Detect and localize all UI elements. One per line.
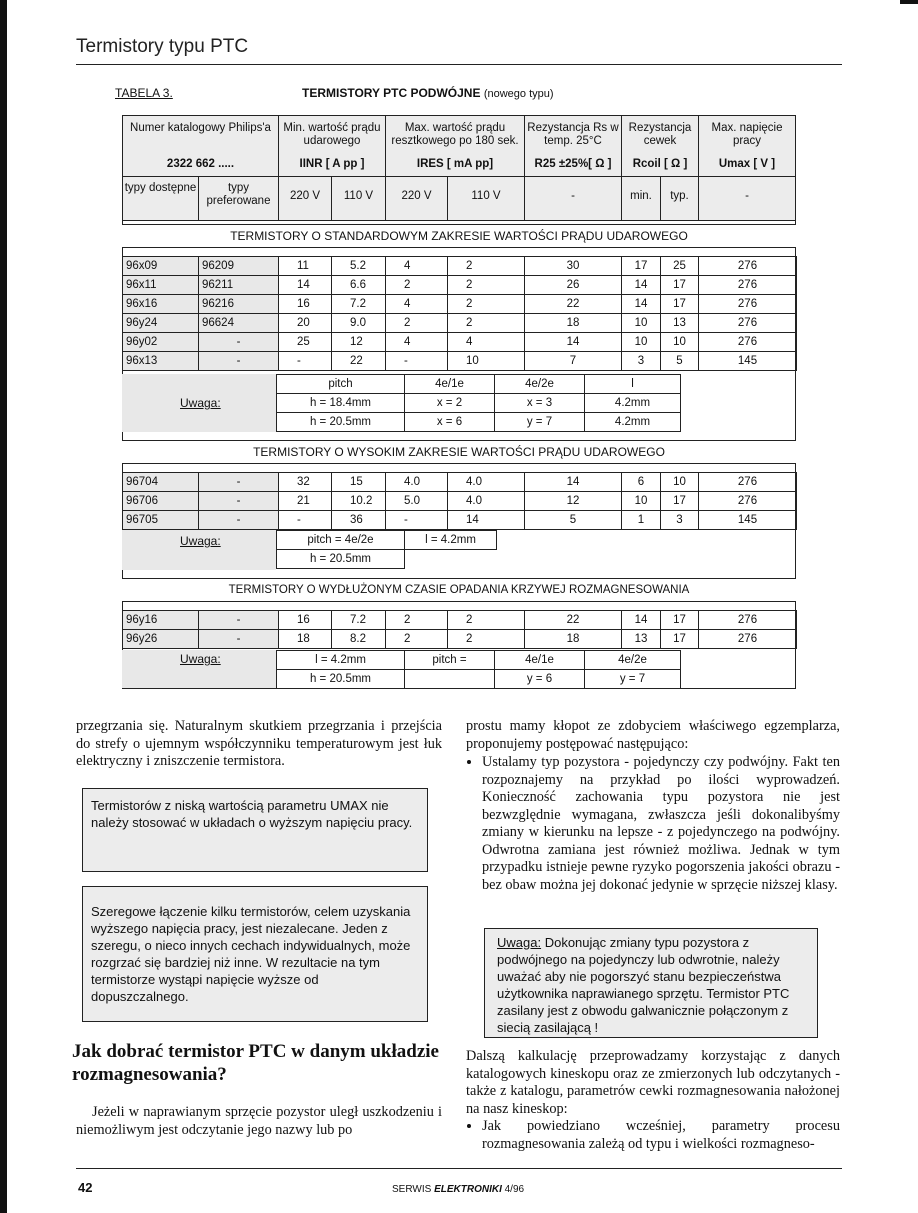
left-paragraph-2: Jeżeli w naprawianym sprzęcie pozystor uległ uszkodzeniu i niemożliwym jest odczytanie jego nazwy lub po xyxy=(76,1104,442,1138)
table-cell: 4.0 xyxy=(448,492,525,511)
note-row xyxy=(277,670,681,689)
hdr-max-current-unit: IRES [ mA pp] xyxy=(416,158,494,170)
note-row xyxy=(277,375,681,394)
section-extended: TERMISTORY O WYDŁUŻONYM CZASIE OPADANIA KRZYWEJ ROZMAGNESOWANIA xyxy=(122,578,796,602)
note-cell: h = 20.5mm xyxy=(277,670,405,689)
right-paragraph-2: Dalszą kalkulację przeprowadzamy korzystając z danych katalogowych kineskopu oraz ze zmierzonych lub odczytanych - także z katalogu, parametrów cewki rozmagnesowania nałożonej na nasz kineskop: xyxy=(466,1048,840,1117)
hdr-220v-b: 220 V xyxy=(401,190,432,202)
table-cell: 18 xyxy=(279,630,332,649)
table-cell: 7 xyxy=(525,352,622,371)
table-cell: 6 xyxy=(622,473,661,492)
table-cell: 96x13 xyxy=(123,352,199,371)
note3-table xyxy=(276,650,681,689)
table-cell: 145 xyxy=(699,511,797,530)
table-cell: 96x11 xyxy=(123,276,199,295)
table-cell: 96624 xyxy=(199,314,279,333)
table-cell: - xyxy=(279,511,332,530)
table-cell: 276 xyxy=(699,630,797,649)
scan-corner xyxy=(900,0,918,4)
table-cell: 96y26 xyxy=(123,630,199,649)
magazine-footer: SERWIS ELEKTRONIKI 4/96 xyxy=(392,1184,525,1195)
table-cell: 30 xyxy=(525,257,622,276)
table-row xyxy=(123,492,797,511)
page-header: Termistory typu PTC xyxy=(76,36,249,57)
table-cell: - xyxy=(199,352,279,371)
table-cell: 18 xyxy=(525,314,622,333)
table-row xyxy=(123,333,797,352)
table-cell: 4 xyxy=(448,333,525,352)
table-cell: 2 xyxy=(448,314,525,333)
table-row xyxy=(123,257,797,276)
table-cell: 7.2 xyxy=(332,295,386,314)
table-cell: 10 xyxy=(661,333,699,352)
table-cell: 96y24 xyxy=(123,314,199,333)
table-cell: 2 xyxy=(448,630,525,649)
hdr-catalog: Numer katalogowy Philips'a xyxy=(130,122,271,134)
hdr-min-current: Min. wartość prądu udarowego xyxy=(283,122,381,147)
hdr-voltage: Max. napięcie pracy xyxy=(711,122,783,147)
table-cell: 276 xyxy=(699,314,797,333)
table-title-note: (nowego typu) xyxy=(483,88,554,100)
warning-box-1 xyxy=(82,788,428,872)
note-row xyxy=(277,413,681,432)
note-cell: 4e/2e xyxy=(495,375,585,394)
bullet-item: • Jak powiedziano wcześniej, parametry procesu rozmagnesowania zależą od typu i wielkości rozmagneso- xyxy=(482,1118,840,1153)
table-cell: 276 xyxy=(699,295,797,314)
table-cell: - xyxy=(279,352,332,371)
table-cell: 20 xyxy=(279,314,332,333)
table-cell: 17 xyxy=(661,630,699,649)
hdr-max-current: Max. wartość prądu resztkowego po 180 sek. xyxy=(391,122,519,147)
table-cell: 2 xyxy=(448,295,525,314)
table-cell: 2 xyxy=(386,630,448,649)
note1-label: Uwaga: xyxy=(180,396,221,410)
table-cell: 5 xyxy=(661,352,699,371)
warning-box-2 xyxy=(82,886,428,1022)
right-paragraph-1: prostu mamy kłopot ze zdobyciem właściwego egzemplarza, proponujemy postępować następująco: xyxy=(466,718,840,752)
table-row xyxy=(123,630,797,649)
table-row xyxy=(123,473,797,492)
note1-cell xyxy=(122,374,276,432)
hdr-dash-r: - xyxy=(571,190,575,202)
table-cell: 96x09 xyxy=(123,257,199,276)
note-row xyxy=(277,394,681,413)
table-cell: - xyxy=(199,492,279,511)
table-cell: 276 xyxy=(699,333,797,352)
table-cell: 10 xyxy=(622,333,661,352)
table-cell: - xyxy=(386,511,448,530)
note-cell: 4.2mm xyxy=(585,413,681,432)
note-box xyxy=(484,928,818,1038)
table-cell: 17 xyxy=(622,257,661,276)
table-cell: 10 xyxy=(622,492,661,511)
page-number: 42 xyxy=(78,1180,93,1195)
note-cell: 4e/1e xyxy=(405,375,495,394)
table-cell: 7.2 xyxy=(332,611,386,630)
table-cell: 2 xyxy=(386,276,448,295)
hdr-typy-dostepne: typy dostępne xyxy=(124,182,197,194)
note1-table xyxy=(276,374,681,432)
note2-table xyxy=(276,530,497,569)
note2-label: Uwaga: xyxy=(180,534,221,548)
hdr-110v-b: 110 V xyxy=(471,190,501,202)
note-cell: pitch xyxy=(277,375,405,394)
table-cell: 17 xyxy=(661,611,699,630)
table-cell: 3 xyxy=(622,352,661,371)
note-cell: l = 4.2mm xyxy=(405,531,497,550)
table-cell: 22 xyxy=(525,611,622,630)
table-cell: 96216 xyxy=(199,295,279,314)
table-cell: 4.0 xyxy=(448,473,525,492)
table-cell: 276 xyxy=(699,492,797,511)
table-cell: 32 xyxy=(279,473,332,492)
table-cell: - xyxy=(386,352,448,371)
note-cell: 4.2mm xyxy=(585,394,681,413)
note-cell: y = 7 xyxy=(495,413,585,432)
table-title: TERMISTORY PTC PODWÓJNE (nowego typu) xyxy=(302,86,554,100)
hdr-dash-u: - xyxy=(745,190,749,202)
table-cell: 5 xyxy=(525,511,622,530)
note-cell: y = 6 xyxy=(495,670,585,689)
note3-cell xyxy=(122,650,276,688)
table-cell: - xyxy=(199,630,279,649)
right-bullet-list-2 xyxy=(466,1118,840,1153)
table-cell: 96y02 xyxy=(123,333,199,352)
table-cell: 14 xyxy=(525,333,622,352)
table-cell: 4 xyxy=(386,333,448,352)
table-cell: 276 xyxy=(699,611,797,630)
header-rule xyxy=(76,64,842,65)
table-cell: 10 xyxy=(661,473,699,492)
hdr-divider xyxy=(123,176,795,177)
note-cell: pitch = 4e/2e xyxy=(277,531,405,550)
hdr-resistance-unit: R25 ±25%[ Ω ] xyxy=(534,158,612,170)
table-row xyxy=(123,352,797,371)
table-cell: 96y16 xyxy=(123,611,199,630)
note-cell: x = 3 xyxy=(495,394,585,413)
table-row xyxy=(123,314,797,333)
right-bullet-list-1 xyxy=(466,754,840,894)
note2-cell xyxy=(122,530,276,570)
note-cell: h = 20.5mm xyxy=(277,550,405,569)
table-cell: 9.0 xyxy=(332,314,386,333)
table-cell: 4 xyxy=(386,295,448,314)
table-cell: 16 xyxy=(279,611,332,630)
table-cell: 6.6 xyxy=(332,276,386,295)
table-cell: - xyxy=(199,333,279,352)
section-heading: Jak dobrać termistor PTC w danym układzie rozmagnesowania? xyxy=(72,1041,439,1085)
table-cell: 5.2 xyxy=(332,257,386,276)
section-high: TERMISTORY O WYSOKIM ZAKRESIE WARTOŚCI PRĄDU UDAROWEGO xyxy=(122,440,796,464)
section-standard: TERMISTORY O STANDARDOWYM ZAKRESIE WARTOŚCI PRĄDU UDAROWEGO xyxy=(122,224,796,248)
hdr-catalog-prefix: 2322 662 ..... xyxy=(166,158,235,170)
table-cell: 17 xyxy=(661,492,699,511)
table-cell: 13 xyxy=(661,314,699,333)
table-cell: 276 xyxy=(699,473,797,492)
warning-box-2-text: Szeregowe łączenie kilku termistorów, celem uzyskania wyższego napięcia pracy, jest niezalecane. Jeden z szeregu, o nieco innych cechach indywidualnych, może rozgrzać się bardziej niż inne. W rezultacie na tym termistorze wystąpi napięcie wyższe od dopuszczalnego. xyxy=(91,904,411,1004)
note-cell: y = 7 xyxy=(585,670,681,689)
table-cell: 15 xyxy=(332,473,386,492)
table-cell: 2 xyxy=(448,611,525,630)
hdr-resistance: Rezystancja Rs w temp. 25°C xyxy=(527,122,619,147)
note-cell: l xyxy=(585,375,681,394)
note-cell: 4e/1e xyxy=(495,651,585,670)
bullet-item: • Ustalamy typ pozystora - pojedynczy czy podwójny. Fakt ten rozpoznajemy na przykład po ilości wyprowadzeń. Konieczność zachowania typu pozystora nie jest bezwzględnie wymagana, zwłaszcza jeśli dokonalibyśmy zmiany w kierunku na lepsze - z pojedynczego na podwójny. Odwrotna zamiana jest również możliwa. Jednak w tym przypadku istnieje pewne ryzyko pogorszenia jakości obrazu - bez obaw można jej dokonać jedynie w sprzęcie niższej klasy. xyxy=(482,754,840,894)
table-header xyxy=(122,115,796,221)
note-row xyxy=(277,651,681,670)
table-cell: 11 xyxy=(279,257,332,276)
table-cell: 145 xyxy=(699,352,797,371)
table-cell: 10 xyxy=(448,352,525,371)
table-cell: 2 xyxy=(386,611,448,630)
note-cell xyxy=(405,670,495,689)
note-cell: h = 18.4mm xyxy=(277,394,405,413)
hdr-coil: Rezystancja cewek xyxy=(628,122,692,147)
note-box-text: Dokonując zmiany typu pozystora z podwójnego na pojedynczy lub odwrotnie, należy uważać aby nie pogorszyć stanu bezpieczeństwa użytkownika naprawianego sprzętu. Termistor PTC zasilany jest z obwodu galwanicznie połączonym z siecią zasilającą ! xyxy=(497,935,790,1035)
table-cell: 1 xyxy=(622,511,661,530)
table-row xyxy=(123,611,797,630)
table-row xyxy=(123,511,797,530)
hdr-110v-a: 110 V xyxy=(343,190,374,202)
hdr-typ: typ. xyxy=(670,190,689,202)
table-cell: 10.2 xyxy=(332,492,386,511)
table-cell: 17 xyxy=(661,276,699,295)
footer-rule xyxy=(76,1168,842,1169)
table-cell: 14 xyxy=(279,276,332,295)
note-box-label: Uwaga: xyxy=(497,935,542,950)
left-paragraph-1: przegrzania się. Naturalnym skutkiem przegrzania i przejścia do strefy o ujemnym współczynniku temperaturowym jest łuk elektryczny i zniszczenie termistora. xyxy=(76,718,442,769)
table-cell: 4.0 xyxy=(386,473,448,492)
table-cell: 96706 xyxy=(123,492,199,511)
table-cell: - xyxy=(199,511,279,530)
table-cell: 4 xyxy=(386,257,448,276)
table-cell: 17 xyxy=(661,295,699,314)
table-cell: 12 xyxy=(332,333,386,352)
hdr-min: min. xyxy=(630,190,652,202)
table-cell: 2 xyxy=(448,257,525,276)
table-cell: 2 xyxy=(386,314,448,333)
table-cell: - xyxy=(199,611,279,630)
table-cell: 36 xyxy=(332,511,386,530)
table-cell: 13 xyxy=(622,630,661,649)
table-cell: 96704 xyxy=(123,473,199,492)
note-row xyxy=(277,550,497,569)
table-cell: 22 xyxy=(332,352,386,371)
table-label: TABELA 3. xyxy=(115,86,173,100)
table-cell: 22 xyxy=(525,295,622,314)
table-cell: 3 xyxy=(661,511,699,530)
table-cell: - xyxy=(199,473,279,492)
note-cell: h = 20.5mm xyxy=(277,413,405,432)
table-cell: 14 xyxy=(622,276,661,295)
table-cell: 276 xyxy=(699,257,797,276)
note-cell: pitch = xyxy=(405,651,495,670)
note-cell: x = 2 xyxy=(405,394,495,413)
note-row xyxy=(277,531,497,550)
table-row xyxy=(123,276,797,295)
table-cell: 96209 xyxy=(199,257,279,276)
table-cell: 5.0 xyxy=(386,492,448,511)
table-cell: 96211 xyxy=(199,276,279,295)
note-cell: 4e/2e xyxy=(585,651,681,670)
table-cell: 25 xyxy=(661,257,699,276)
table-cell: 14 xyxy=(622,295,661,314)
note-cell: x = 6 xyxy=(405,413,495,432)
table-cell: 2 xyxy=(448,276,525,295)
table-rows-standard xyxy=(122,256,797,371)
table-cell: 96705 xyxy=(123,511,199,530)
table-cell: 21 xyxy=(279,492,332,511)
note3-label: Uwaga: xyxy=(180,652,221,666)
table-cell: 14 xyxy=(525,473,622,492)
table-rows-extended xyxy=(122,610,797,649)
table-cell: 26 xyxy=(525,276,622,295)
table-rows-high xyxy=(122,472,797,530)
table-cell: 16 xyxy=(279,295,332,314)
table-cell: 8.2 xyxy=(332,630,386,649)
table-cell: 14 xyxy=(448,511,525,530)
hdr-typy-preferowane: typy preferowane xyxy=(206,182,271,207)
table-cell: 14 xyxy=(622,611,661,630)
table-cell: 12 xyxy=(525,492,622,511)
scan-edge xyxy=(0,0,7,1213)
hdr-coil-unit: Rcoil [ Ω ] xyxy=(632,158,688,170)
hdr-min-current-unit: IINR [ A pp ] xyxy=(299,158,365,170)
hdr-220v-a: 220 V xyxy=(289,190,321,202)
table-cell: 18 xyxy=(525,630,622,649)
table-cell: 96x16 xyxy=(123,295,199,314)
table-cell: 276 xyxy=(699,276,797,295)
table-cell: 10 xyxy=(622,314,661,333)
warning-box-1-text: Termistorów z niską wartością parametru UMAX nie należy stosować w układach o wyższym napięciu pracy. xyxy=(91,798,413,830)
hdr-voltage-unit: Umax [ V ] xyxy=(718,158,776,170)
table-row xyxy=(123,295,797,314)
note-cell: l = 4.2mm xyxy=(277,651,405,670)
table-cell: 25 xyxy=(279,333,332,352)
